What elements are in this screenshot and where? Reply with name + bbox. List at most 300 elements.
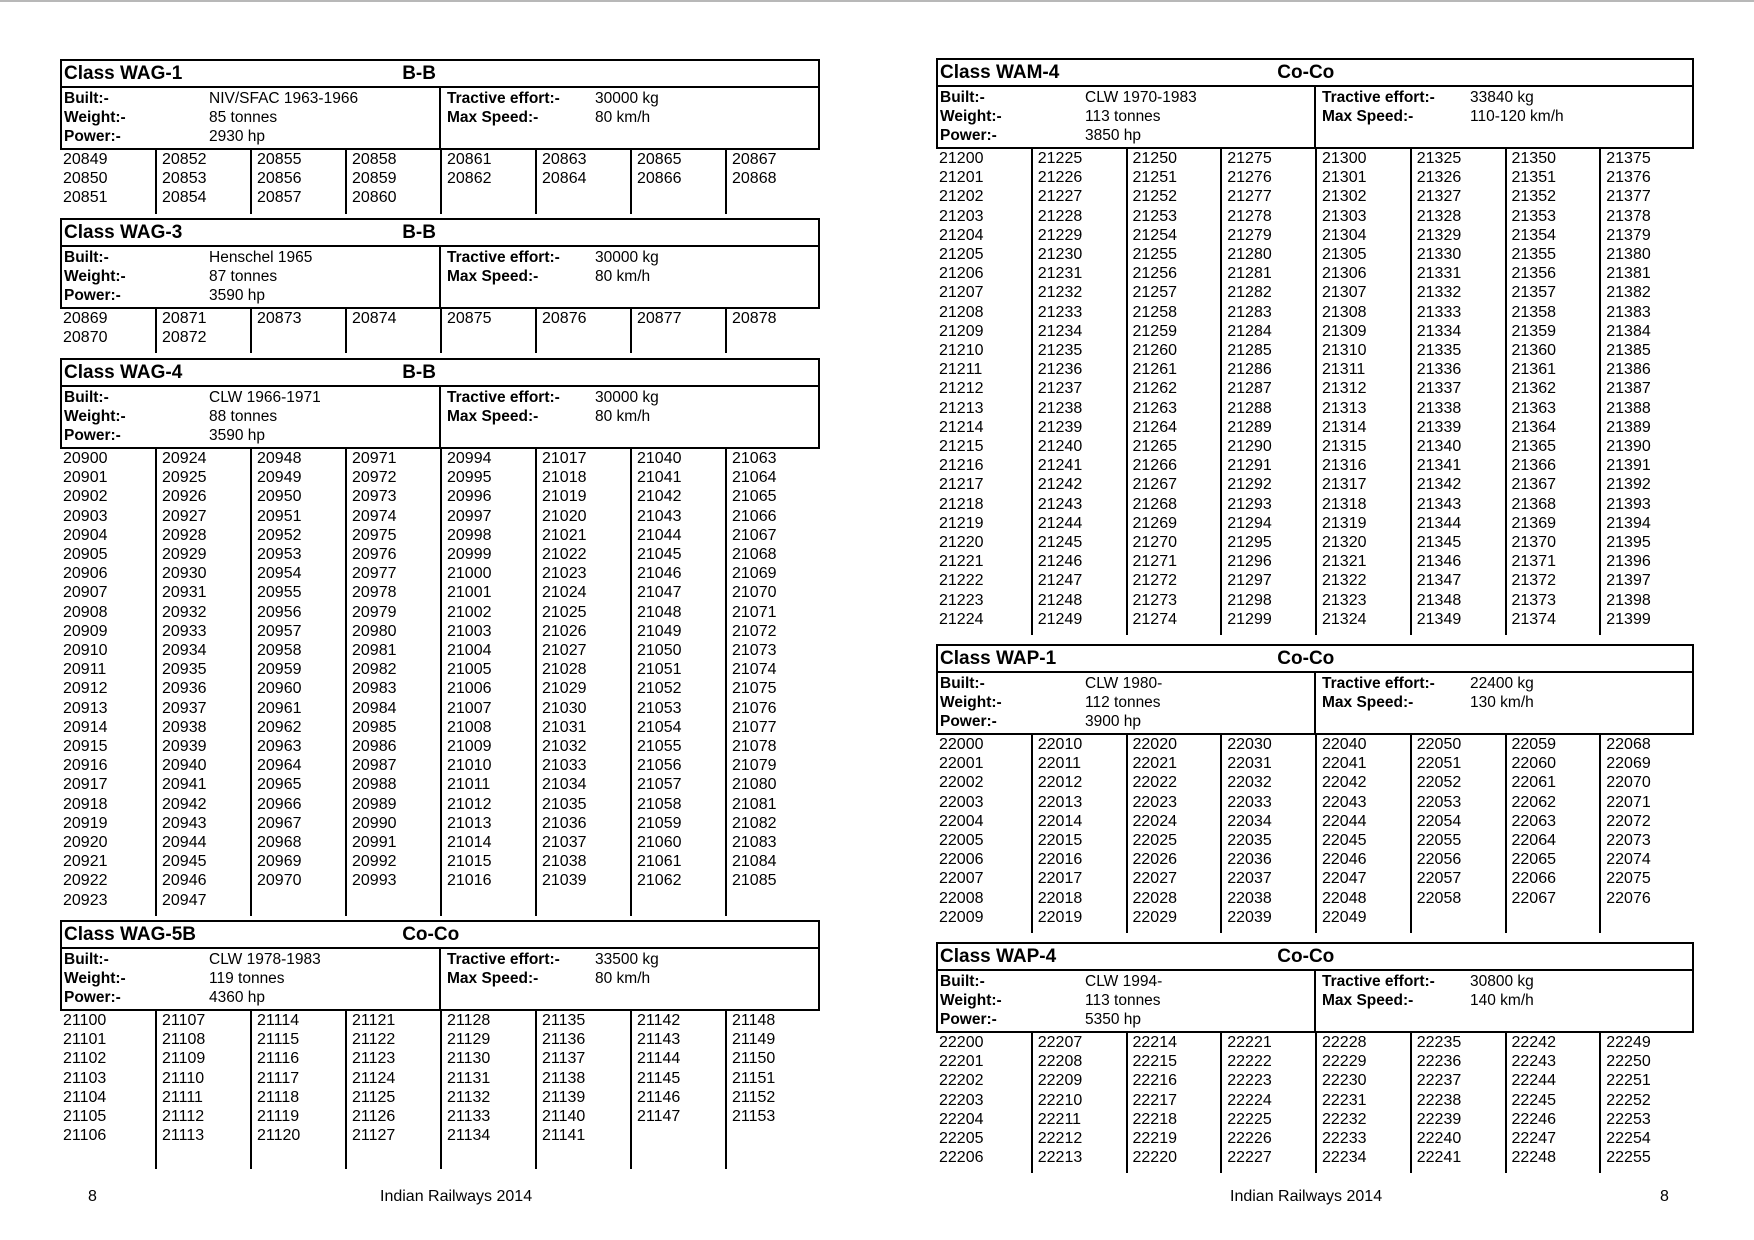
loco-number: 21129 [447, 1031, 491, 1049]
right-footer-title: Indian Railways 2014 [1230, 1188, 1383, 1205]
spec-row-built [938, 88, 1314, 107]
spec-label-weight: Weight:- [940, 108, 1002, 125]
loco-number: 21348 [1416, 591, 1462, 609]
loco-number: 20955 [257, 584, 302, 602]
class-header [938, 646, 1692, 673]
loco-number: 21042 [637, 488, 682, 506]
spec-left [938, 971, 1316, 1031]
loco-number: 21300 [1322, 150, 1367, 167]
loco-number: 21364 [1511, 418, 1556, 436]
loco-number: 21043 [637, 507, 682, 525]
spec-label-built: Built:- [940, 973, 985, 990]
spec-value-weight: 85 tonnes [209, 109, 278, 126]
class-name: Class WAP-1 [940, 648, 1057, 669]
loco-number: 21378 [1606, 207, 1651, 225]
loco-number: 21223 [939, 591, 984, 609]
loco-number: 21053 [637, 699, 682, 717]
loco-number: 21132 [447, 1088, 491, 1106]
spec-panel [938, 971, 1692, 1031]
loco-number: 21073 [732, 642, 777, 660]
loco-number: 21018 [542, 469, 587, 487]
loco-number: 20933 [162, 622, 207, 640]
loco-number-column [440, 309, 535, 353]
loco-number: 20862 [447, 170, 492, 188]
loco-number: 22008 [939, 889, 984, 907]
loco-number: 20986 [352, 738, 397, 756]
loco-number-column [440, 150, 535, 214]
loco-number: 20932 [162, 603, 207, 621]
loco-number: 22221 [1227, 1034, 1272, 1051]
loco-number: 21111 [162, 1088, 203, 1106]
loco-number: 20977 [352, 565, 397, 583]
loco-number: 22017 [1037, 870, 1083, 888]
spec-panel [938, 87, 1692, 147]
loco-number: 21235 [1037, 342, 1083, 360]
spec-value-speed: 80 km/h [595, 970, 651, 987]
loco-number: 20972 [352, 469, 397, 487]
spec-value-tractive: 33500 kg [595, 951, 659, 968]
loco-number-column [155, 1011, 250, 1169]
loco-number: 20969 [257, 853, 302, 871]
loco-number: 21028 [542, 661, 587, 679]
loco-number: 22059 [1511, 736, 1556, 753]
loco-number: 21258 [1132, 303, 1177, 321]
spec-left [938, 87, 1316, 147]
loco-number: 22205 [939, 1130, 984, 1148]
loco-number: 22046 [1322, 851, 1367, 869]
loco-number: 20946 [162, 872, 207, 890]
loco-number: 22236 [1416, 1053, 1462, 1071]
loco-number: 21143 [637, 1031, 681, 1049]
loco-number: 21386 [1606, 361, 1651, 379]
loco-number: 20952 [257, 526, 302, 544]
loco-number: 21389 [1606, 418, 1651, 436]
loco-number: 22216 [1132, 1072, 1177, 1090]
loco-number: 21363 [1511, 399, 1556, 417]
loco-number: 22056 [1416, 851, 1462, 869]
spec-row-built [938, 674, 1314, 693]
loco-number: 22241 [1416, 1149, 1462, 1167]
loco-number: 21261 [1132, 361, 1177, 379]
loco-number: 22238 [1416, 1091, 1462, 1109]
loco-number: 21265 [1132, 438, 1177, 456]
loco-number: 21332 [1416, 284, 1462, 302]
loco-number: 21100 [63, 1012, 107, 1029]
loco-number: 22208 [1037, 1053, 1083, 1071]
class-box [936, 58, 1694, 149]
loco-number: 22020 [1132, 736, 1177, 753]
loco-number: 21105 [63, 1108, 107, 1126]
loco-number-column [155, 449, 250, 916]
loco-number: 21358 [1511, 303, 1556, 321]
loco-number: 22058 [1416, 889, 1462, 907]
spec-row-built [62, 388, 439, 407]
loco-number: 20916 [63, 757, 108, 775]
loco-number: 21045 [637, 546, 682, 564]
loco-number: 21310 [1322, 342, 1367, 360]
loco-number: 20960 [257, 680, 302, 698]
spec-row-built [938, 972, 1314, 991]
loco-number: 22060 [1511, 755, 1556, 773]
loco-number: 22019 [1037, 908, 1083, 926]
loco-number: 21006 [447, 680, 492, 698]
class-header [62, 220, 818, 247]
loco-number-column [936, 735, 1031, 933]
loco-number: 21331 [1416, 265, 1462, 283]
loco-number: 22062 [1511, 793, 1556, 811]
loco-number: 21260 [1132, 342, 1177, 360]
loco-number: 21291 [1227, 457, 1272, 475]
loco-number: 21365 [1511, 438, 1556, 456]
loco-number: 21134 [447, 1127, 491, 1145]
loco-number: 20857 [257, 189, 302, 207]
spec-row-speed [441, 108, 818, 127]
loco-number: 21316 [1322, 457, 1367, 475]
loco-number: 20905 [63, 546, 108, 564]
loco-number: 21227 [1037, 188, 1083, 206]
loco-number: 22007 [939, 870, 984, 888]
loco-number: 20980 [352, 622, 397, 640]
loco-number-grid [936, 1033, 1694, 1173]
loco-number: 22067 [1511, 889, 1556, 907]
spec-panel [62, 387, 818, 447]
wheel-arrangement: Co-Co [1277, 648, 1335, 669]
loco-number-column [155, 150, 250, 214]
loco-number: 21249 [1037, 610, 1083, 628]
class-name: Class WAP-4 [940, 946, 1057, 967]
loco-number: 21282 [1227, 284, 1272, 302]
loco-number-column [1220, 735, 1315, 933]
spec-value-tractive: 22400 kg [1470, 675, 1534, 692]
loco-number: 21237 [1037, 380, 1083, 398]
loco-number: 21327 [1416, 188, 1462, 206]
loco-number: 21059 [637, 814, 682, 832]
loco-number: 21137 [542, 1050, 586, 1068]
loco-number: 22242 [1511, 1034, 1556, 1051]
spec-row-power [938, 712, 1314, 731]
spec-left [62, 949, 441, 1009]
loco-number: 22234 [1322, 1149, 1367, 1167]
loco-number: 22068 [1606, 736, 1651, 753]
loco-number: 21280 [1227, 246, 1272, 264]
loco-number-column [1315, 735, 1410, 933]
loco-number: 21032 [542, 738, 587, 756]
loco-number: 20990 [352, 814, 397, 832]
loco-number: 22055 [1416, 832, 1462, 850]
spec-label-power: Power:- [64, 989, 121, 1006]
loco-number: 21068 [732, 546, 777, 564]
loco-number: 21109 [162, 1050, 206, 1068]
loco-number: 20928 [162, 526, 207, 544]
loco-number: 20906 [63, 565, 108, 583]
loco-number: 22054 [1416, 812, 1462, 830]
loco-number: 21220 [939, 534, 984, 552]
loco-number: 21352 [1511, 188, 1556, 206]
spec-label-power: Power:- [940, 1011, 997, 1028]
loco-number: 22029 [1132, 908, 1177, 926]
loco-number: 21369 [1511, 514, 1556, 532]
loco-number: 21399 [1606, 610, 1651, 628]
loco-number: 21301 [1322, 169, 1367, 187]
loco-number: 22038 [1227, 889, 1272, 907]
loco-number: 21391 [1606, 457, 1651, 475]
loco-number: 21000 [447, 565, 492, 583]
loco-number: 22040 [1322, 736, 1367, 753]
loco-number: 21274 [1132, 610, 1177, 628]
loco-number: 22203 [939, 1091, 984, 1109]
loco-number: 20956 [257, 603, 302, 621]
loco-number: 21031 [542, 718, 587, 736]
spec-value-power: 3590 hp [209, 427, 266, 444]
loco-number-grid [60, 309, 820, 353]
loco-number: 21374 [1511, 610, 1556, 628]
loco-number: 20964 [257, 757, 302, 775]
spec-label-built: Built:- [64, 389, 109, 406]
loco-number: 20868 [732, 170, 777, 188]
loco-number: 21147 [637, 1108, 681, 1126]
loco-number: 20973 [352, 488, 397, 506]
loco-number: 21234 [1037, 322, 1083, 340]
loco-number: 21003 [447, 622, 492, 640]
loco-number: 20984 [352, 699, 397, 717]
spec-value-speed: 80 km/h [595, 408, 651, 425]
spec-value-built: Henschel 1965 [209, 249, 313, 266]
loco-number: 21323 [1322, 591, 1367, 609]
loco-number: 20938 [162, 718, 207, 736]
loco-number: 21219 [939, 514, 984, 532]
loco-number: 21211 [939, 361, 983, 379]
loco-number: 21375 [1606, 150, 1651, 167]
loco-number: 22239 [1416, 1110, 1462, 1128]
spec-label-tractive: Tractive effort:- [1322, 89, 1435, 106]
loco-number: 22063 [1511, 812, 1556, 830]
loco-number: 21314 [1322, 418, 1367, 436]
loco-number: 22025 [1132, 832, 1177, 850]
loco-number: 21071 [732, 603, 777, 621]
wheel-arrangement: B-B [402, 63, 436, 84]
loco-number: 22016 [1037, 851, 1083, 869]
loco-number: 21058 [637, 795, 682, 813]
loco-number: 22072 [1606, 812, 1651, 830]
loco-number: 21057 [637, 776, 682, 794]
spec-row-weight [62, 108, 439, 127]
loco-number: 21388 [1606, 399, 1651, 417]
spec-label-built: Built:- [64, 951, 109, 968]
loco-number: 21120 [257, 1127, 301, 1145]
loco-number-column [60, 150, 155, 214]
loco-number: 21277 [1227, 188, 1272, 206]
loco-number-column [630, 1011, 725, 1169]
loco-number: 20927 [162, 507, 207, 525]
spec-label-tractive: Tractive effort:- [447, 389, 560, 406]
loco-number: 20944 [162, 834, 207, 852]
loco-number: 21047 [637, 584, 682, 602]
loco-number: 21273 [1132, 591, 1177, 609]
loco-number: 22023 [1132, 793, 1177, 811]
spec-label-power: Power:- [64, 287, 121, 304]
loco-number-column [1031, 1033, 1126, 1173]
loco-number: 21380 [1606, 246, 1651, 264]
loco-number: 21122 [352, 1031, 396, 1049]
loco-number: 21127 [352, 1127, 396, 1145]
loco-number: 21345 [1416, 534, 1462, 552]
class-box [60, 59, 820, 150]
spec-label-speed: Max Speed:- [447, 970, 539, 987]
loco-number: 21344 [1416, 514, 1462, 532]
spec-row-power [938, 126, 1314, 145]
loco-number: 22064 [1511, 832, 1556, 850]
loco-number-column [250, 1011, 345, 1169]
spec-value-speed: 80 km/h [595, 268, 651, 285]
class-block [60, 920, 820, 1169]
loco-number: 21376 [1606, 169, 1651, 187]
loco-number: 21010 [447, 757, 492, 775]
loco-number: 22244 [1511, 1072, 1556, 1090]
spec-row-speed [441, 267, 818, 286]
loco-number: 21312 [1322, 380, 1367, 398]
loco-number: 21121 [352, 1012, 396, 1029]
loco-number: 21076 [732, 699, 777, 717]
loco-number: 22043 [1322, 793, 1367, 811]
spec-value-speed: 140 km/h [1470, 992, 1534, 1009]
loco-number: 21255 [1132, 246, 1177, 264]
loco-number: 21229 [1037, 226, 1083, 244]
loco-number: 21336 [1416, 361, 1462, 379]
loco-number: 21379 [1606, 226, 1651, 244]
spec-row-speed [1316, 107, 1692, 126]
loco-number: 20965 [257, 776, 302, 794]
wheel-arrangement: Co-Co [1277, 946, 1335, 967]
loco-number: 21052 [637, 680, 682, 698]
loco-number: 21135 [542, 1012, 586, 1029]
spec-label-weight: Weight:- [64, 109, 126, 126]
loco-number: 21250 [1132, 150, 1177, 167]
loco-number: 21268 [1132, 495, 1177, 513]
loco-number: 21228 [1037, 207, 1083, 225]
loco-number: 20941 [162, 776, 207, 794]
spec-left [938, 673, 1316, 733]
loco-number: 21324 [1322, 610, 1367, 628]
loco-number: 21350 [1511, 150, 1556, 167]
loco-number: 20850 [63, 170, 108, 188]
loco-number: 22210 [1037, 1091, 1083, 1109]
loco-number: 21292 [1227, 476, 1272, 494]
loco-number: 21055 [637, 738, 682, 756]
loco-number: 21289 [1227, 418, 1272, 436]
loco-number: 21387 [1606, 380, 1651, 398]
loco-number: 21333 [1416, 303, 1462, 321]
spec-row-speed [1316, 991, 1692, 1010]
loco-number: 20926 [162, 488, 207, 506]
loco-number-grid [936, 735, 1694, 933]
loco-number: 20945 [162, 853, 207, 871]
spec-value-built: NIV/SFAC 1963-1966 [209, 90, 359, 107]
loco-number: 21030 [542, 699, 587, 717]
loco-number: 20991 [352, 834, 397, 852]
loco-number-column [250, 449, 345, 916]
loco-number: 21315 [1322, 438, 1367, 456]
loco-number: 20924 [162, 450, 207, 467]
loco-number: 21126 [352, 1108, 396, 1126]
loco-number: 22249 [1606, 1034, 1651, 1051]
loco-number-column [535, 1011, 630, 1169]
loco-number: 20993 [352, 872, 397, 890]
loco-number-column [936, 149, 1031, 635]
spec-row-tractive [441, 950, 818, 969]
spec-right [441, 247, 818, 307]
spec-value-tractive: 30000 kg [595, 389, 659, 406]
loco-number: 22006 [939, 851, 984, 869]
class-header [938, 944, 1692, 971]
loco-number: 20871 [162, 310, 207, 327]
loco-number: 21243 [1037, 495, 1083, 513]
wheel-arrangement: B-B [402, 362, 436, 383]
loco-number: 21224 [939, 610, 984, 628]
loco-number: 20983 [352, 680, 397, 698]
loco-number: 20992 [352, 853, 397, 871]
loco-number: 21210 [939, 342, 984, 360]
spec-value-power: 5350 hp [1085, 1011, 1142, 1028]
loco-number: 22066 [1511, 870, 1556, 888]
loco-number: 22037 [1227, 870, 1272, 888]
loco-number-column [250, 309, 345, 353]
loco-number: 21150 [732, 1050, 776, 1068]
loco-number: 21107 [162, 1012, 206, 1029]
loco-number: 21064 [732, 469, 777, 487]
loco-number: 20947 [162, 891, 207, 909]
loco-number: 21128 [447, 1012, 491, 1029]
spec-right [441, 949, 818, 1009]
loco-number: 21366 [1511, 457, 1556, 475]
loco-number: 22204 [939, 1110, 984, 1128]
spec-label-speed: Max Speed:- [447, 408, 539, 425]
loco-number: 21125 [352, 1088, 396, 1106]
loco-number: 22213 [1037, 1149, 1083, 1167]
loco-number: 20849 [63, 151, 108, 168]
loco-number: 22228 [1322, 1034, 1367, 1051]
loco-number-column [345, 150, 440, 214]
loco-number: 21124 [352, 1069, 396, 1087]
loco-number: 22202 [939, 1072, 984, 1090]
loco-number: 21203 [939, 207, 984, 225]
spec-panel [938, 673, 1692, 733]
left-page-number: 8 [88, 1188, 97, 1205]
loco-number: 20878 [732, 310, 777, 327]
loco-number: 22229 [1322, 1053, 1367, 1071]
loco-number: 21149 [732, 1031, 776, 1049]
class-header [938, 60, 1692, 87]
loco-number: 20917 [63, 776, 108, 794]
loco-number-column [630, 449, 725, 916]
loco-number: 21049 [637, 622, 682, 640]
loco-number: 21039 [542, 872, 587, 890]
loco-number-column [60, 449, 155, 916]
loco-number: 21002 [447, 603, 492, 621]
loco-number: 21108 [162, 1031, 206, 1049]
loco-number: 21370 [1511, 534, 1556, 552]
spec-label-speed: Max Speed:- [1322, 694, 1414, 711]
loco-number: 22042 [1322, 774, 1367, 792]
loco-number: 21123 [352, 1050, 396, 1068]
loco-number: 20968 [257, 834, 302, 852]
loco-number: 22231 [1322, 1091, 1367, 1109]
spec-row-tractive [1316, 972, 1692, 991]
loco-number: 21035 [542, 795, 587, 813]
loco-number: 22065 [1511, 851, 1556, 869]
loco-number: 21319 [1322, 514, 1367, 532]
loco-number: 21151 [732, 1069, 776, 1087]
loco-number-column [535, 150, 630, 214]
